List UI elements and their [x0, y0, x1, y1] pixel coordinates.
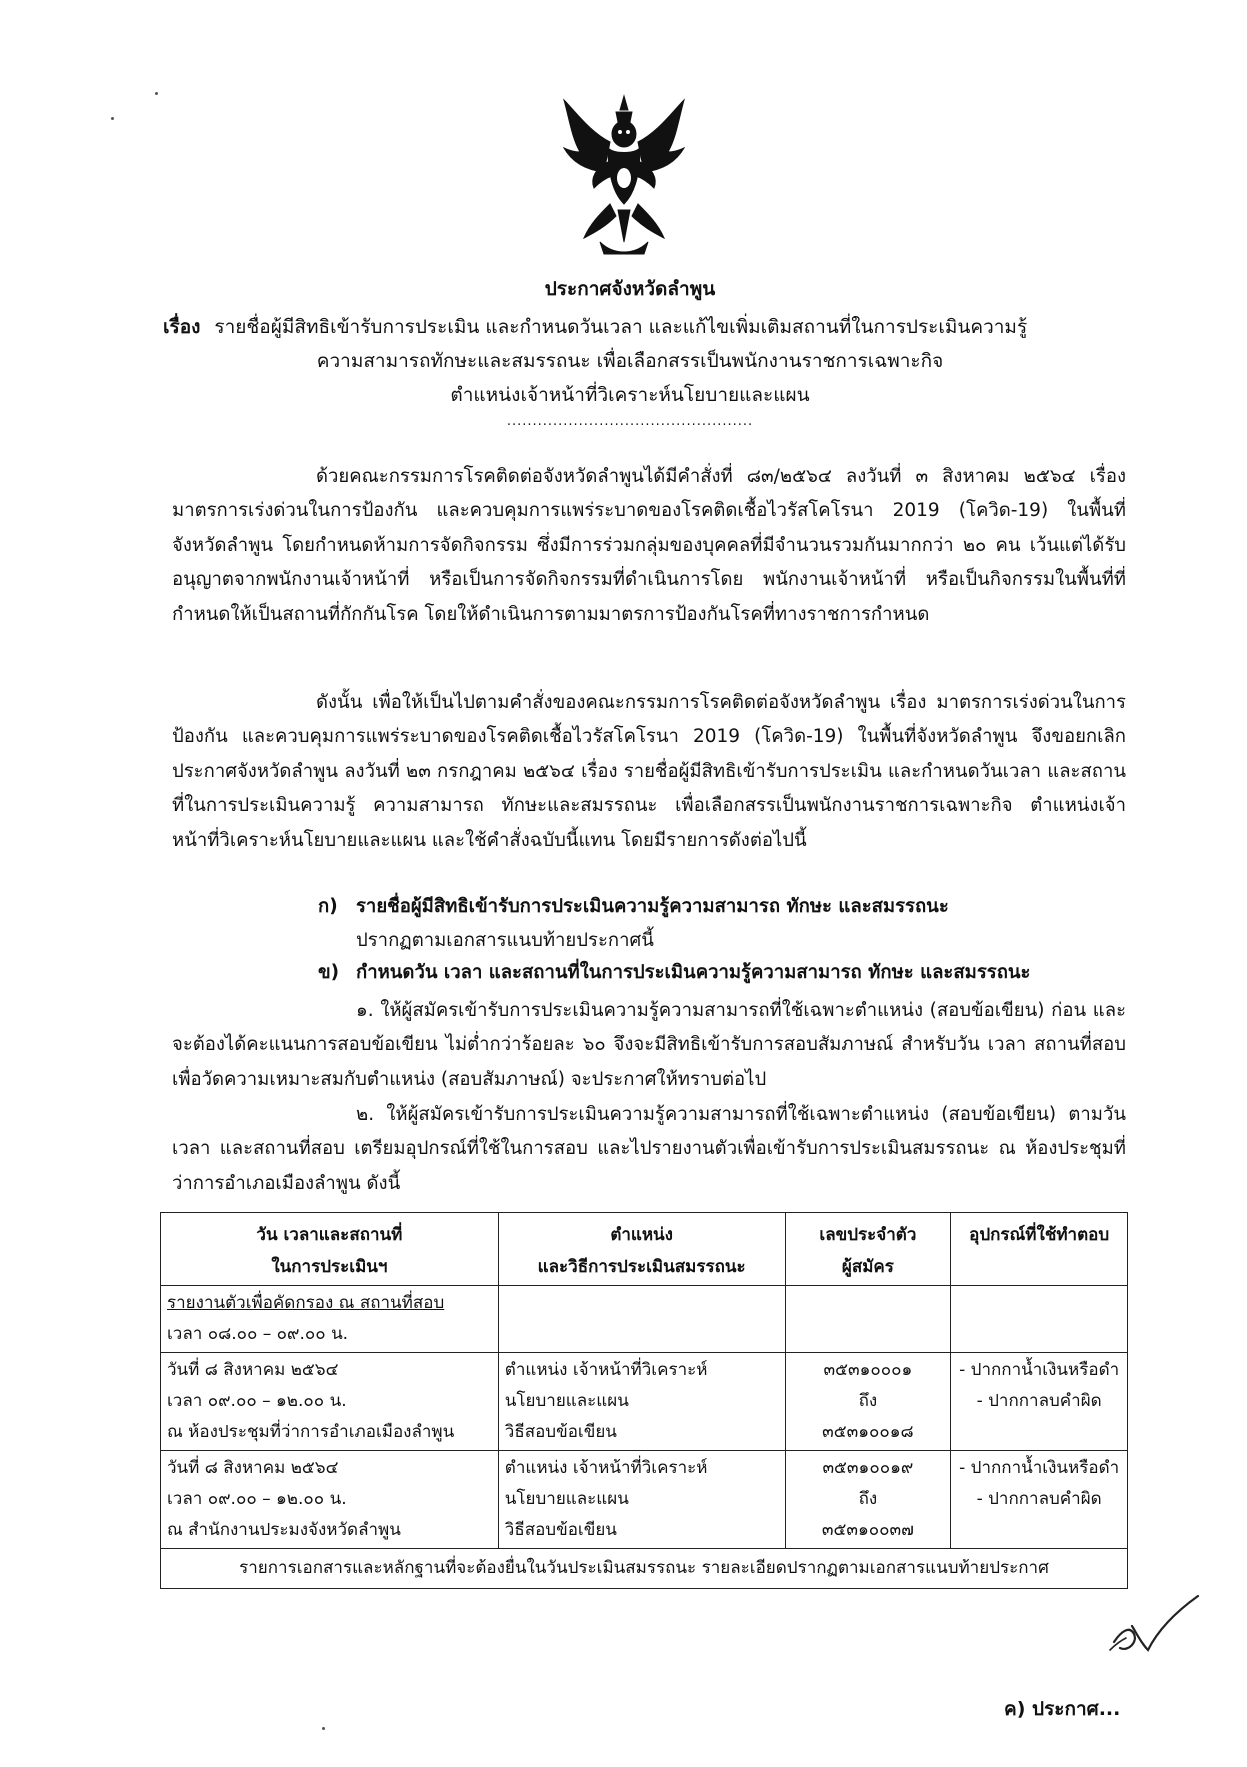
section-b-title: กำหนดวัน เวลา และสถานที่ในการประเมินความรู้ความสามารถ ทักษะ และสมรรถนะ — [356, 962, 1031, 983]
table-header-cell: ตำแหน่ง และวิธีการประเมินสมรรถนะ — [498, 1213, 785, 1286]
subject-text-line3: ตำแหน่งเจ้าหน้าที่วิเคราะห์นโยบายและแผน — [450, 384, 810, 406]
table-row — [161, 1451, 1128, 1549]
section-a-description: ปรากฏตามเอกสารแนบท้ายประกาศนี้ — [356, 930, 654, 951]
table-cell: วันที่ ๘ สิงหาคม ๒๕๖๔ เวลา ๐๙.๐๐ – ๑๒.๐๐ น. ณ ห้องประชุมที่ว่าการอำเภอเมืองลำพูน — [161, 1353, 499, 1451]
subject-text-line2: ความสามารถทักษะและสมรรถนะ เพื่อเลือกสรรเป็นพนักงานราชการเฉพาะกิจ — [316, 350, 944, 372]
table-header-cell: เลขประจำตัว ผู้สมัคร — [785, 1213, 951, 1286]
table-cell: - ปากกาน้ำเงินหรือดำ - ปากกาลบคำผิด — [951, 1353, 1128, 1451]
table-cell: - ปากกาน้ำเงินหรือดำ - ปากกาลบคำผิด — [951, 1451, 1128, 1549]
subject-label: เรื่อง — [163, 316, 201, 338]
table-row — [161, 1353, 1128, 1451]
table-cell: รายงานตัวเพื่อคัดกรอง ณ สถานที่สอบ เวลา ๐๘.๐๐ – ๐๙.๐๐ น. — [161, 1286, 499, 1353]
table-cell — [785, 1286, 951, 1353]
paragraph-item-2: ๒. ให้ผู้สมัครเข้ารับการประเมินความรู้ความสามารถที่ใช้เฉพาะตำแหน่ง (สอบข้อเขียน) ตามวัน เวลา และสถานที่สอบ เตรียมอุปกรณ์ที่ใช้ในการสอบ และไปรายงานตัวเพื่อเข้ารับการประเมินสมรรถนะ ณ ห้องประชุมที่ว่าการอำเภอเมืองลำพูน ดังนี้ — [172, 1104, 1126, 1194]
table-footer-row — [161, 1549, 1128, 1589]
table-header-row — [161, 1213, 1128, 1286]
subject-text-line1: รายชื่อผู้มีสิทธิเข้ารับการประเมิน และกำหนดวันเวลา และแก้ไขเพิ่มเติมสถานที่ในการประเมินความรู้ — [214, 316, 1028, 338]
schedule-table — [160, 1212, 1128, 1589]
scan-speck — [155, 92, 158, 95]
section-a-title: รายชื่อผู้มีสิทธิเข้ารับการประเมินความรู้ความสามารถ ทักษะ และสมรรถนะ — [356, 896, 949, 917]
table-cell: ตำแหน่ง เจ้าหน้าที่วิเคราะห์ นโยบายและแผน วิธีสอบข้อเขียน — [498, 1451, 785, 1549]
table-cell: ตำแหน่ง เจ้าหน้าที่วิเคราะห์ นโยบายและแผน วิธีสอบข้อเขียน — [498, 1353, 785, 1451]
section-b-heading — [318, 958, 1030, 987]
table-cell: วันที่ ๘ สิงหาคม ๒๕๖๔ เวลา ๐๙.๐๐ – ๑๒.๐๐ น. ณ สำนักงานประมงจังหวัดลำพูน — [161, 1451, 499, 1549]
section-b-mark: ข) — [318, 962, 340, 983]
continued-next-page: ค) ประกาศ... — [1004, 1698, 1121, 1720]
scan-speck — [111, 117, 114, 120]
table-cell: ๓๕๓๑๐๐๑๙ ถึง ๓๕๓๑๐๐๓๗ — [785, 1451, 951, 1549]
paragraph-2: ดังนั้น เพื่อให้เป็นไปตามคำสั่งของคณะกรรมการโรคติดต่อจังหวัดลำพูน เรื่อง มาตรการเร่งด่วนในการป้องกัน และควบคุมการแพร่ระบาดของโรคติดเชื้อไวรัสโคโรนา 2019 (โควิด-19) ในพื้นที่จังหวัดลำพูน จึงขอยกเลิกประกาศจังหวัดลำพูน ลงวันที่ ๒๓ กรกฎาคม ๒๕๖๔ เรื่อง รายชื่อผู้มีสิทธิเข้ารับการประเมิน และกำหนดวันเวลา และสถานที่ในการประเมินความรู้ ความสามารถ ทักษะและสมรรถนะ เพื่อเลือกสรรเป็นพนักงานราชการเฉพาะกิจ ตำแหน่งเจ้าหน้าที่วิเคราะห์นโยบายและแผน และใช้คำสั่งฉบับนี้แทน โดยมีรายการดังต่อไปนี้ — [172, 692, 1126, 851]
table-cell — [498, 1286, 785, 1353]
header-divider-dots: ................................................ — [506, 414, 754, 429]
table-row — [161, 1286, 1128, 1353]
signature-icon — [1108, 1590, 1204, 1660]
paragraph-1: ด้วยคณะกรรมการโรคติดต่อจังหวัดลำพูนได้มีคำสั่งที่ ๘๓/๒๕๖๔ ลงวันที่ ๓ สิงหาคม ๒๕๖๔ เรื่อง มาตรการเร่งด่วนในการป้องกัน และควบคุมการแพร่ระบาดของโรคติดเชื้อไวรัสโคโรนา 2019 (โควิด-19) ในพื้นที่จังหวัดลำพูน โดยกำหนดห้ามการจัดกิจกรรม ซึ่งมีการร่วมกลุ่มของบุคคลที่มีจำนวนรวมกันมากกว่า ๒๐ คน เว้นแต่ได้รับอนุญาตจากพนักงานเจ้าหน้าที่ หรือเป็นการจัดกิจกรรมที่ดำเนินการโดย พนักงานเจ้าหน้าที่ หรือเป็นกิจกรรมในพื้นที่ที่กำหนดให้เป็นสถานที่กักกันโรค โดยให้ดำเนินการตามมาตรการป้องกันโรคที่ทางราชการกำหนด — [172, 466, 1126, 625]
table-header-cell: อุปกรณ์ที่ใช้ทำตอบ — [951, 1213, 1128, 1286]
garuda-emblem-icon — [560, 92, 688, 260]
scan-speck — [322, 1727, 325, 1730]
section-a-heading — [318, 892, 949, 921]
document-title: ประกาศจังหวัดลำพูน — [544, 278, 716, 300]
subject-line — [163, 312, 1123, 342]
section-a-mark: ก) — [318, 896, 338, 917]
paragraph-item-1: ๑. ให้ผู้สมัครเข้ารับการประเมินความรู้ความสามารถที่ใช้เฉพาะตำแหน่ง (สอบข้อเขียน) ก่อน และจะต้องได้คะแนนการสอบข้อเขียน ไม่ต่ำกว่าร้อยละ ๖๐ จึงจะมีสิทธิเข้ารับการสอบสัมภาษณ์ สำหรับวัน เวลา สถานที่สอบเพื่อวัดความเหมาะสมกับตำแหน่ง (สอบสัมภาษณ์) จะประกาศให้ทราบต่อไป — [172, 1000, 1126, 1090]
table-cell — [951, 1286, 1128, 1353]
table-cell: ๓๕๓๑๐๐๐๑ ถึง ๓๕๓๑๐๐๑๘ — [785, 1353, 951, 1451]
table-footer-note: รายการเอกสารและหลักฐานที่จะต้องยื่นในวันประเมินสมรรถนะ รายละเอียดปรากฏตามเอกสารแนบท้ายประกาศ — [161, 1549, 1128, 1589]
table-header-cell: วัน เวลาและสถานที่ ในการประเมินฯ — [161, 1213, 499, 1286]
